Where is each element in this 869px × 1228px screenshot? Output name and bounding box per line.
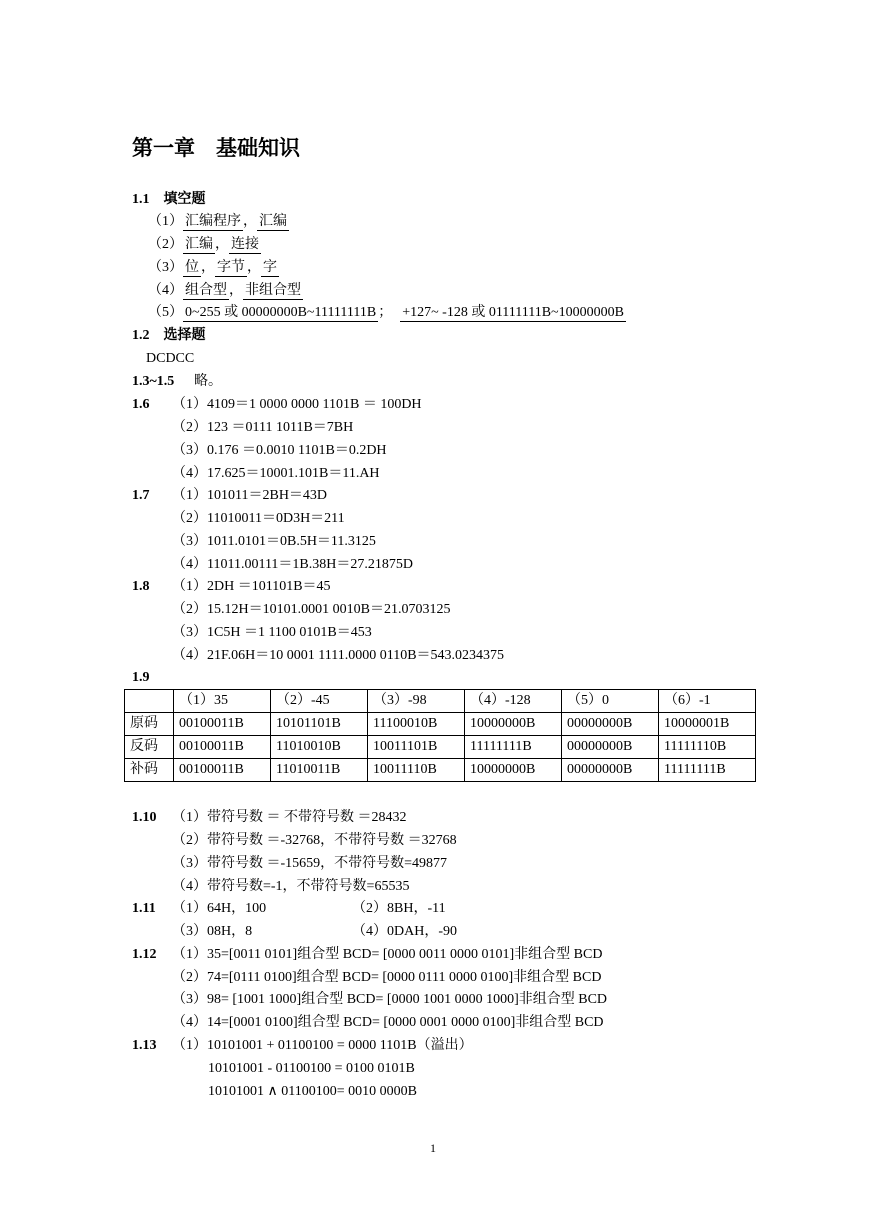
section-1-2-heading: 1.2 选择题 (132, 328, 206, 343)
fill-item-5: （5） 0~255 或 00000000B~11111111B ； +127~ -128 或 01111111B~10000000B (148, 305, 624, 320)
section-1-8-num: 1.8 (132, 579, 150, 594)
section-1-3-text: 略。 (194, 374, 222, 389)
table-cell: 11111110B (659, 736, 756, 759)
answer-line: （1）35=[0011 0101]组合型 BCD= [0000 0011 0000 0101]非组合型 BCD (172, 947, 603, 962)
answer-line: （3）98= [1001 1000]组合型 BCD= [0000 1001 0000 1000]非组合型 BCD (172, 992, 608, 1007)
answer-blank: 非组合型 (245, 283, 301, 298)
answer-line: （1）10101001 + 01100100 = 0000 1101B（溢出） (172, 1038, 473, 1053)
table-cell: 10000000B (465, 713, 562, 736)
section-1-1-heading: 1.1 填空题 (132, 192, 206, 207)
answer-line: （2）15.12H＝10101.0001 0010B＝21.0703125 (172, 602, 451, 617)
answer-line: 10101001 ∧ 01100100= 0010 0000B (208, 1084, 417, 1099)
section-1-7-num: 1.7 (132, 488, 150, 503)
answer-line: （3）1C5H ＝1 1100 0101B＝453 (172, 625, 372, 640)
answer-item: （4）0DAH，-90 (352, 924, 457, 939)
answer-line: （3）1011.0101＝0B.5H＝11.3125 (172, 534, 376, 549)
table-cell: 11010010B (271, 736, 368, 759)
table-cell: 00100011B (174, 736, 271, 759)
answer-item: （2）8BH，-11 (352, 901, 446, 916)
table-cell: 00000000B (562, 736, 659, 759)
section-1-9-num: 1.9 (132, 670, 150, 685)
table-row (125, 759, 756, 782)
table-header-row (125, 690, 756, 713)
chapter-title: 第一章 基础知识 (132, 136, 300, 160)
fill-item-2: （2） 汇编 ， 连接 (148, 237, 259, 252)
table-row (125, 736, 756, 759)
answer-item: （3）08H，8 (172, 924, 253, 939)
fill-item-4: （4） 组合型 ， 非组合型 (148, 283, 301, 298)
answer-line: 10101001 - 01100100 = 0100 0101B (208, 1061, 415, 1076)
answer-blank: 字节 (217, 260, 245, 275)
table-cell: 反码 (125, 736, 174, 759)
table-cell: 11100010B (368, 713, 465, 736)
table-cell: （3）-98 (368, 690, 465, 713)
answer-blank: 汇编程序 (185, 214, 241, 229)
answer-blank: 组合型 (185, 283, 227, 298)
section-1-6-num: 1.6 (132, 397, 150, 412)
table-cell: 11111111B (659, 759, 756, 782)
answer-line: （1）2DH ＝101101B＝45 (172, 579, 331, 594)
table-cell: 10101101B (271, 713, 368, 736)
answer-blank: 字 (263, 260, 277, 275)
table-cell: （2）-45 (271, 690, 368, 713)
table-cell: 原码 (125, 713, 174, 736)
number-encoding-table (124, 689, 756, 782)
answer-line: （2）11010011＝0D3H＝211 (172, 511, 345, 526)
answer-blank: 0~255 或 00000000B~11111111B (185, 305, 377, 320)
answer-item: （1）64H，100 (172, 901, 267, 916)
answer-line: （3）0.176 ＝0.0010 1101B＝0.2DH (172, 443, 387, 458)
table-cell: 00000000B (562, 713, 659, 736)
table-cell: （6）-1 (659, 690, 756, 713)
table-row (125, 713, 756, 736)
answer-line: （1）101011＝2BH＝43D (172, 488, 328, 503)
answer-line: （2）带符号数 ＝-32768，不带符号数 ＝32768 (172, 833, 457, 848)
table-cell: 补码 (125, 759, 174, 782)
answer-line: （1）带符号数 ＝ 不带符号数 ＝28432 (172, 810, 407, 825)
answer-blank: 汇编 (259, 214, 287, 229)
table-cell: 10000000B (465, 759, 562, 782)
table-cell: （5）0 (562, 690, 659, 713)
table-cell: 10011110B (368, 759, 465, 782)
fill-item-3: （3） 位 ， 字节 ， 字 (148, 260, 277, 275)
table-cell: 10000001B (659, 713, 756, 736)
table-cell: 11111111B (465, 736, 562, 759)
answer-line: （2）74=[0111 0100]组合型 BCD= [0000 0111 0000 0100]非组合型 BCD (172, 970, 602, 985)
table-cell: （4）-128 (465, 690, 562, 713)
section-1-13-num: 1.13 (132, 1038, 157, 1053)
answer-line: （4）带符号数=-1，不带符号数=65535 (172, 879, 410, 894)
section-1-3-num: 1.3~1.5 (132, 374, 175, 389)
table-cell: （1）35 (174, 690, 271, 713)
table-cell: 00100011B (174, 759, 271, 782)
table-cell: 11010011B (271, 759, 368, 782)
answer-line: （3）带符号数 ＝-15659，不带符号数=49877 (172, 856, 448, 871)
table-cell: 10011101B (368, 736, 465, 759)
table-cell: 00100011B (174, 713, 271, 736)
answer-line: （4）11011.00111＝1B.38H＝27.21875D (172, 557, 413, 572)
answer-line: （2）123 ＝0111 1011B＝7BH (172, 420, 354, 435)
answer-blank: +127~ -128 或 01111111B~10000000B (402, 305, 624, 320)
section-1-11-num: 1.11 (132, 901, 156, 916)
answer-line: （4）21F.06H＝10 0001 1111.0000 0110B＝543.0234375 (172, 648, 505, 663)
answer-line: （4）14=[0001 0100]组合型 BCD= [0000 0001 0000 0100]非组合型 BCD (172, 1015, 604, 1030)
answer-blank: 位 (185, 260, 199, 275)
table-cell: 00000000B (562, 759, 659, 782)
table-cell (125, 690, 174, 713)
answer-blank: 汇编 (185, 237, 213, 252)
page-number: 1 (430, 1141, 436, 1155)
section-1-12-num: 1.12 (132, 947, 157, 962)
section-1-10-num: 1.10 (132, 810, 157, 825)
answer-line: （1）4109＝1 0000 0000 1101B ＝ 100DH (172, 397, 422, 412)
answer-blank: 连接 (231, 237, 259, 252)
choice-answer: DCDCC (146, 351, 195, 366)
fill-item-1: （1） 汇编程序 ， 汇编 (148, 214, 287, 229)
answer-line: （4）17.625＝10001.101B＝11.AH (172, 466, 380, 481)
